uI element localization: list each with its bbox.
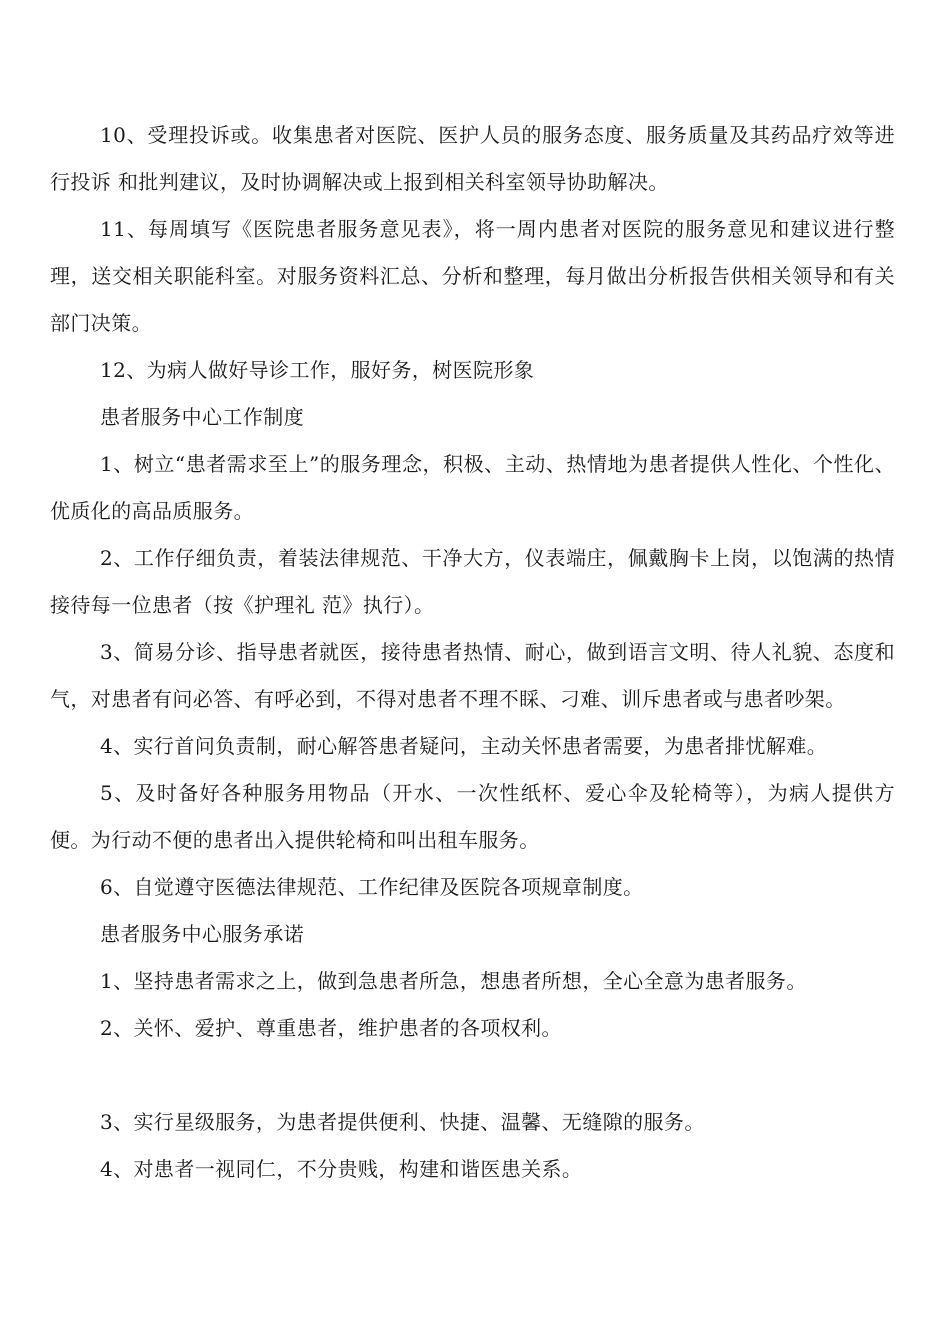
- rule-item-3: 3、简易分诊、指导患者就医，接待患者热情、耐心，做到语言文明、待人礼貌、态度和气，对患者有问必答、有呼必到，不得对患者不理不睬、刁难、训斥患者或与患者吵架。: [50, 640, 895, 711]
- paragraph-item-10: 10、受理投诉或。收集患者对医院、医护人员的服务态度、服务质量及其药品疗效等进行投诉 和批判建议，及时协调解决或上报到相关科室领导协助解决。: [50, 123, 895, 194]
- section-heading-work-rules: 患者服务中心工作制度: [100, 405, 304, 429]
- rule-item-1: 1、树立“患者需求至上”的服务理念，积极、主动、热情地为患者提供人性化、个性化、优质化的高品质服务。: [50, 452, 895, 523]
- paragraph-item-12: 12、为病人做好导诊工作，服好务，树医院形象: [100, 358, 535, 382]
- document-body: [50, 112, 895, 1193]
- section-heading-service-promise: 患者服务中心服务承诺: [100, 922, 304, 946]
- rule-item-2: 2、工作仔细负责，着装法律规范、干净大方，仪表端庄，佩戴胸卡上岗，以饱满的热情接待每一位患者（按《护理礼 范》执行）。: [50, 546, 895, 617]
- promise-item-2: 2、关怀、爱护、尊重患者，维护患者的各项权利。: [100, 1016, 562, 1040]
- promise-item-3: 3、实行星级服务，为患者提供便利、快捷、温馨、无缝隙的服务。: [100, 1110, 705, 1134]
- rule-item-6: 6、自觉遵守医德法律规范、工作纪律及医院各项规章制度。: [100, 875, 644, 899]
- promise-item-1: 1、坚持患者需求之上，做到急患者所急，想患者所想，全心全意为患者服务。: [100, 969, 807, 993]
- promise-item-4: 4、对患者一视同仁，不分贵贱，构建和谐医患关系。: [100, 1157, 583, 1181]
- rule-item-5: 5、及时备好各种服务用物品（开水、一次性纸杯、爱心伞及轮椅等），为病人提供方便。为行动不便的患者出入提供轮椅和叫出租车服务。: [50, 781, 895, 852]
- blank-spacer: [50, 1052, 895, 1099]
- paragraph-item-11: 11、每周填写《医院患者服务意见表》，将一周内患者对医院的服务意见和建议进行整理，送交相关职能科室。对服务资料汇总、分析和整理，每月做出分析报告供相关领导和有关部门决策。: [50, 217, 895, 335]
- rule-item-4: 4、实行首问负责制，耐心解答患者疑问，主动关怀患者需要，为患者排忧解难。: [100, 734, 828, 758]
